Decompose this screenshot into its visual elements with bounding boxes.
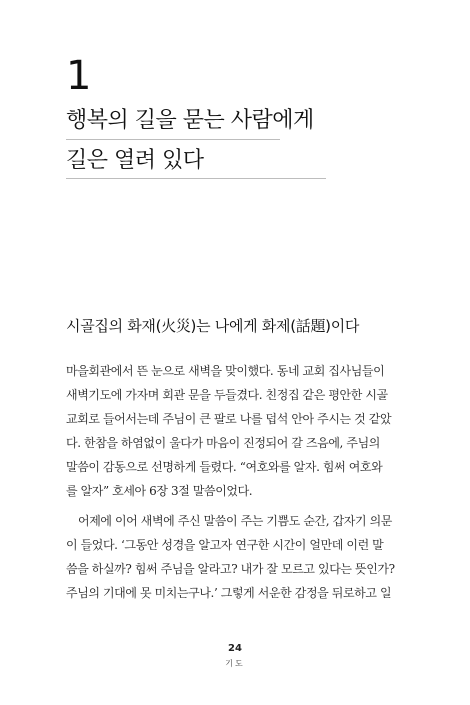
chapter-title-line-2: 길은 열려 있다 [66,148,204,173]
page-number: 24 [228,643,242,654]
body-line: 를 알자” 호세아 6장 3절 말씀이었다. [66,484,253,498]
title-underline-2 [66,178,326,179]
body-line: 말씀이 감동으로 선명하게 들렸다. “여호와를 알자. 힘써 여호와 [66,460,383,474]
running-footer: 기도 [225,659,245,668]
body-line: 이 들었다. ‘그동안 성경을 알고자 연구한 시간이 얼만데 이런 말 [66,538,384,552]
body-line: 어제에 이어 새벽에 주신 말씀이 주는 기쁨도 순간, 갑자기 의문 [78,514,392,528]
title-underline-1 [66,139,280,140]
body-line: 마을회관에서 뜬 눈으로 새벽을 맞이했다. 동네 교회 집사님들이 [66,364,385,378]
chapter-number: 1 [66,53,92,99]
chapter-title-line-1: 행복의 길을 묻는 사람에게 [66,108,314,133]
body-line: 씀을 하실까? 힘써 주님을 알라고? 내가 잘 모르고 있다는 뜻인가? [66,562,395,576]
body-line: 교회로 들어서는데 주님이 큰 팔로 나를 덥석 안아 주시는 것 같았 [66,412,392,426]
section-heading: 시골집의 화재(火災)는 나에게 화제(話題)이다 [66,317,360,335]
body-line: 다. 한참을 하염없이 울다가 마음이 진정되어 갈 즈음에, 주님의 [66,436,380,450]
body-line: 새벽기도에 가자며 회관 문을 두들겼다. 친정집 같은 평안한 시골 [66,388,388,402]
body-line: 주님의 기대에 못 미치는구나.’ 그렇게 서운한 감정을 뒤로하고 일 [66,586,392,600]
